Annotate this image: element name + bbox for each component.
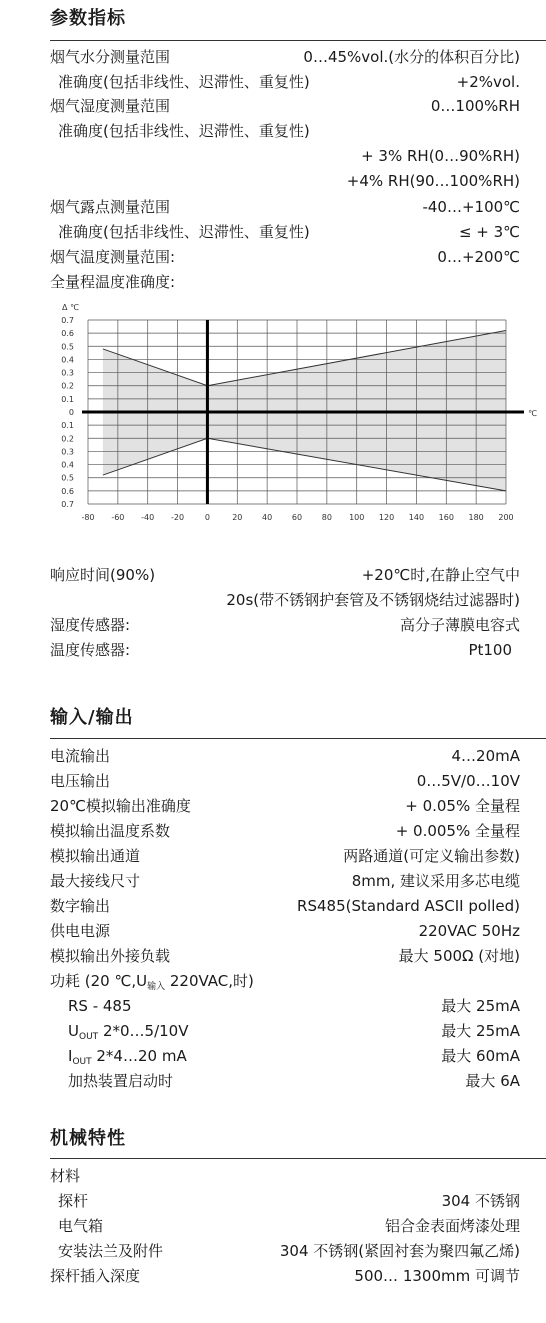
response-row: [50, 563, 520, 587]
spec-label: 全量程温度准确度:: [50, 273, 176, 291]
power-row-value: 最大 60mA: [441, 1047, 520, 1065]
io-label: 最大接线尺寸: [50, 872, 141, 890]
response-value-1: +20℃时,在静止空气中: [361, 566, 520, 584]
io-row: [50, 894, 520, 918]
y-tick-label: 0.2: [61, 381, 74, 391]
mech-value: 500… 1300mm 可调节: [354, 1267, 520, 1285]
power-row-value: 最大 25mA: [441, 1022, 520, 1040]
y-tick-label: 0.3: [61, 447, 74, 457]
x-tick-label: -40: [141, 513, 155, 522]
divider: [50, 1158, 546, 1159]
io-label: 供电电源: [50, 922, 111, 940]
mech-row: [50, 1264, 520, 1288]
y-tick-label: 0.5: [61, 473, 74, 483]
spec-value: +2%vol.: [456, 73, 520, 91]
x-tick-label: 20: [232, 513, 243, 522]
io-row: [50, 744, 520, 768]
io-label: 20℃模拟输出准确度: [50, 797, 191, 815]
mech-value: 304 不锈钢(紧固衬套为聚四氟乙烯): [279, 1242, 520, 1260]
humidity-sensor-value: 高分子薄膜电容式: [399, 616, 520, 634]
io-value: 两路通道(可定义输出参数): [343, 847, 520, 865]
x-axis-label: ℃: [528, 409, 537, 418]
response-value-2: 20s(带不锈钢护套管及不锈钢烧结过滤器时): [226, 591, 520, 609]
spec-value: +4% RH(90…100%RH): [346, 172, 520, 190]
divider: [50, 738, 546, 739]
io-row: [50, 919, 520, 943]
io-row: [50, 869, 520, 893]
io-row: [50, 794, 520, 818]
mech-label: 探杆插入深度: [50, 1267, 141, 1285]
mech-row: [50, 1239, 520, 1263]
mech-row: [50, 1214, 520, 1238]
io-label: 模拟输出外接负载: [50, 947, 171, 965]
temp-sensor-value: Pt100: [468, 641, 512, 659]
spec-row: [50, 245, 520, 269]
x-tick-label: 120: [378, 513, 395, 522]
y-tick-label: 0.3: [61, 368, 74, 378]
spec-row: [50, 169, 520, 193]
spec-value: + 3% RH(0…90%RH): [361, 147, 520, 165]
section-title-mech: 机械特性: [50, 1128, 126, 1149]
y-tick-label: 0.7: [61, 500, 74, 509]
io-value: 4…20mA: [451, 747, 520, 765]
mech-value: 铝合金表面烤漆处理: [384, 1217, 520, 1235]
y-axis-label: Δ ℃: [62, 303, 79, 312]
x-tick-label: 200: [498, 513, 514, 522]
spec-row: [50, 220, 520, 244]
mech-label: 安装法兰及附件: [58, 1242, 164, 1260]
y-tick-label: 0.7: [61, 316, 74, 325]
temp-sensor-label: 温度传感器:: [50, 641, 131, 659]
x-tick-label: 180: [468, 513, 484, 522]
io-row: [50, 844, 520, 868]
y-tick-label: 0.6: [61, 486, 74, 496]
power-row-label: RS - 485: [68, 997, 132, 1015]
spec-value: 0…45%vol.(水分的体积百分比): [303, 48, 520, 66]
power-row: [50, 1044, 520, 1068]
io-value: RS485(Standard ASCII polled): [297, 897, 520, 915]
io-value: 0…5V/0…10V: [416, 772, 520, 790]
power-header-row: [50, 969, 520, 993]
io-label: 电压输出: [50, 772, 111, 790]
y-tick-label: 0.4: [61, 355, 74, 365]
spec-row: [50, 144, 520, 168]
section-title-io: 输入/输出: [50, 707, 134, 728]
power-label: 功耗 (20 $℃,U_{输入}$ 220VAC,时): [50, 972, 254, 992]
io-row: [50, 769, 520, 793]
spec-value: ≤ + 3℃: [458, 223, 520, 241]
power-row-label: $U_{OUT}$ 2*0…5/10V: [68, 1022, 189, 1042]
x-tick-label: 60: [291, 513, 303, 522]
mech-row: [50, 1164, 520, 1188]
spec-label: 烟气湿度测量范围: [50, 97, 171, 115]
y-tick-label: 0: [68, 408, 74, 417]
x-tick-label: -20: [171, 513, 185, 522]
section-title-specs: 参数指标: [50, 8, 126, 29]
y-tick-label: 0.4: [61, 460, 74, 470]
power-row-label: 加热装置启动时: [68, 1072, 174, 1090]
spec-label: 烟气温度测量范围:: [50, 248, 176, 266]
divider: [50, 40, 546, 41]
spec-value: 0…+200℃: [437, 248, 520, 266]
y-tick-label: 0.1: [61, 421, 74, 431]
humidity-sensor-row: [50, 613, 520, 637]
x-tick-label: -60: [111, 513, 125, 522]
io-label: 模拟输出通道: [50, 847, 141, 865]
x-tick-label: 100: [349, 513, 365, 522]
y-tick-label: 0.2: [61, 434, 74, 444]
mech-label: 探杆: [58, 1192, 89, 1210]
io-label: 数字输出: [50, 897, 111, 915]
y-tick-label: 0.5: [61, 342, 74, 352]
spec-row: [50, 270, 520, 294]
response-label: 响应时间(90%): [50, 566, 156, 584]
mech-row: [50, 1189, 520, 1213]
power-row-value: 最大 6A: [465, 1072, 520, 1090]
power-row: [50, 1019, 520, 1043]
response-row-2: [50, 588, 520, 612]
spec-row: [50, 195, 520, 219]
io-row: [50, 819, 520, 843]
x-tick-label: 140: [408, 513, 425, 522]
x-tick-label: 40: [262, 513, 273, 522]
x-tick-label: 160: [438, 513, 454, 522]
spec-value: 0…100%RH: [430, 97, 520, 115]
x-tick-label: -80: [81, 513, 95, 522]
y-tick-label: 0.6: [61, 329, 74, 339]
x-tick-label: 80: [321, 513, 332, 522]
spec-value: -40…+100℃: [422, 198, 520, 216]
temp-sensor-row: [50, 638, 520, 662]
temperature-accuracy-chart: [48, 298, 544, 528]
spec-row: [50, 94, 520, 118]
humidity-sensor-label: 湿度传感器:: [50, 616, 131, 634]
spec-label: 烟气水分测量范围: [50, 48, 171, 66]
io-value: 最大 500Ω (对地): [398, 947, 520, 965]
io-row: [50, 944, 520, 968]
io-value: 220VAC 50Hz: [418, 922, 520, 940]
power-row-label: $I_{OUT}$ 2*4…20 mA: [68, 1047, 187, 1067]
io-value: 8mm, 建议采用多芯电缆: [351, 872, 520, 890]
power-row: [50, 994, 520, 1018]
spec-row: [50, 70, 520, 94]
power-row-value: 最大 25mA: [441, 997, 520, 1015]
io-value: + 0.005% 全量程: [395, 822, 520, 840]
mech-value: 304 不锈钢: [441, 1192, 520, 1210]
spec-label: 烟气露点测量范围: [50, 198, 171, 216]
mech-label: 材料: [50, 1167, 81, 1185]
io-value: + 0.05% 全量程: [405, 797, 520, 815]
io-label: 模拟输出温度系数: [50, 822, 171, 840]
y-tick-label: 0.1: [61, 394, 74, 404]
x-tick-label: 0: [204, 513, 210, 522]
spec-row: [50, 119, 520, 143]
spec-label: 准确度(包括非线性、迟滞性、重复性): [58, 122, 310, 140]
power-row: [50, 1069, 520, 1093]
io-label: 电流输出: [50, 747, 111, 765]
spec-label: 准确度(包括非线性、迟滞性、重复性): [58, 73, 310, 91]
spec-label: 准确度(包括非线性、迟滞性、重复性): [58, 223, 310, 241]
spec-row: [50, 45, 520, 69]
mech-label: 电气箱: [58, 1217, 104, 1235]
